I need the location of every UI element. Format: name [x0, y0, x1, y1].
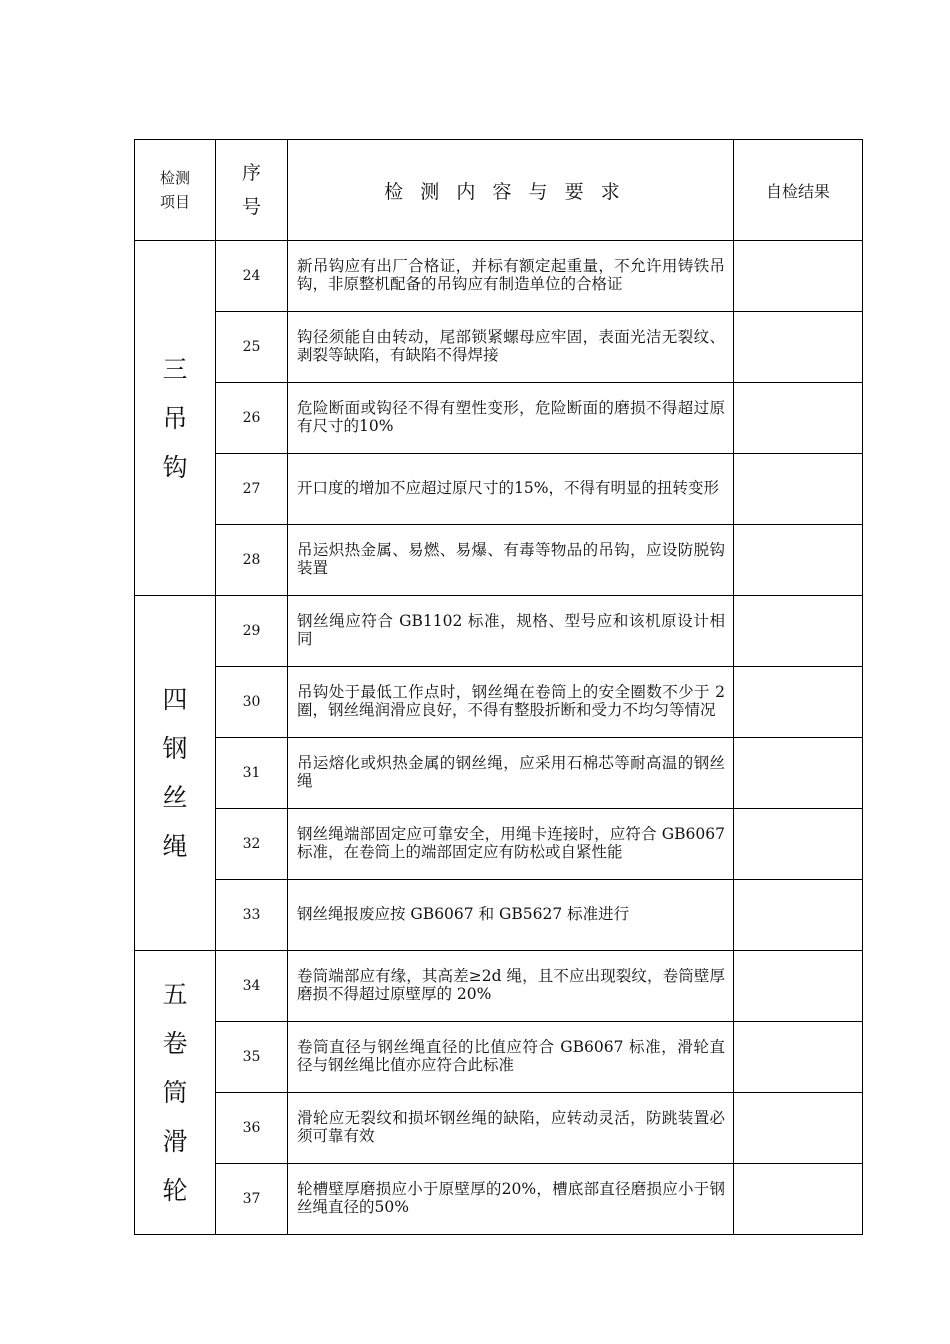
requirement-text: 新吊钩应有出厂合格证，并标有额定起重量，不允许用铸铁吊钩，非原整机配备的吊钩应有制造单位的合格证 [288, 241, 734, 312]
item-number: 34 [216, 951, 288, 1022]
header-result-cell: 自检结果 [734, 140, 863, 241]
requirement-text: 钢丝绳应符合 GB1102 标准，规格、型号应和该机原设计相同 [288, 596, 734, 667]
self-check-result-cell[interactable] [734, 1022, 863, 1093]
requirement-text: 钢丝绳报废应按 GB6067 和 GB5627 标准进行 [288, 880, 734, 951]
self-check-result-cell[interactable] [734, 1093, 863, 1164]
group-label-char: 筒 [162, 1078, 188, 1107]
self-check-result-cell[interactable] [734, 383, 863, 454]
header-row [135, 140, 863, 241]
item-number: 35 [216, 1022, 288, 1093]
group-label-char: 钩 [162, 452, 188, 482]
inspection-table [134, 139, 863, 1235]
self-check-result-cell[interactable] [734, 454, 863, 525]
table-row [135, 667, 863, 738]
header-item-line-1: 检测 [159, 169, 190, 187]
item-number: 25 [216, 312, 288, 383]
requirement-text: 开口度的增加不应超过原尺寸的15%，不得有明显的扭转变形 [288, 454, 734, 525]
requirement-text: 滑轮应无裂纹和损坏钢丝绳的缺陷，应转动灵活，防跳装置必须可靠有效 [288, 1093, 734, 1164]
table-row [135, 454, 863, 525]
group-label-char: 丝 [162, 783, 188, 812]
table-row [135, 809, 863, 880]
group-label-char: 绳 [162, 832, 188, 861]
header-seq-line-1: 序 [241, 162, 261, 184]
self-check-result-cell[interactable] [734, 525, 863, 596]
item-number: 26 [216, 383, 288, 454]
group-label-char: 五 [162, 980, 188, 1009]
self-check-result-cell[interactable] [734, 880, 863, 951]
group-drum-pulley-label [135, 951, 216, 1235]
header-seq-line-2: 号 [241, 196, 261, 218]
item-number: 30 [216, 667, 288, 738]
self-check-result-cell[interactable] [734, 1164, 863, 1235]
group-label-char: 四 [162, 685, 188, 714]
requirement-text: 轮槽壁厚磨损应小于原壁厚的20%，槽底部直径磨损应小于钢丝绳直径的50% [288, 1164, 734, 1235]
table-row [135, 738, 863, 809]
group-label-char: 滑 [162, 1127, 188, 1156]
table-row [135, 1022, 863, 1093]
table-row [135, 951, 863, 1022]
item-number: 36 [216, 1093, 288, 1164]
item-number: 37 [216, 1164, 288, 1235]
self-check-result-cell[interactable] [734, 667, 863, 738]
item-number: 32 [216, 809, 288, 880]
table-row [135, 241, 863, 312]
item-number: 29 [216, 596, 288, 667]
table-row [135, 1164, 863, 1235]
requirement-text: 钢丝绳端部固定应可靠安全，用绳卡连接时，应符合 GB6067 标准，在卷筒上的端部固定应有防松或自紧性能 [288, 809, 734, 880]
self-check-result-cell[interactable] [734, 241, 863, 312]
header-seq-cell [216, 140, 288, 241]
item-number: 24 [216, 241, 288, 312]
requirement-text: 钩径须能自由转动，尾部锁紧螺母应牢固，表面光洁无裂纹、剥裂等缺陷，有缺陷不得焊接 [288, 312, 734, 383]
self-check-result-cell[interactable] [734, 596, 863, 667]
group-label-char: 轮 [162, 1176, 188, 1205]
group-label-char: 卷 [162, 1029, 188, 1058]
item-number: 28 [216, 525, 288, 596]
item-number: 33 [216, 880, 288, 951]
table-row [135, 880, 863, 951]
requirement-text: 卷筒直径与钢丝绳直径的比值应符合 GB6067 标准，滑轮直径与钢丝绳比值亦应符合此标准 [288, 1022, 734, 1093]
self-check-result-cell[interactable] [734, 951, 863, 1022]
table-row [135, 525, 863, 596]
requirement-text: 吊钩处于最低工作点时，钢丝绳在卷筒上的安全圈数不少于 2 圈，钢丝绳润滑应良好，不得有整股折断和受力不均匀等情况 [288, 667, 734, 738]
group-label-char: 吊 [162, 403, 188, 433]
header-item-line-2: 项目 [159, 193, 190, 211]
requirement-text: 吊运熔化或炽热金属的钢丝绳，应采用石棉芯等耐高温的钢丝绳 [288, 738, 734, 809]
header-item-cell [135, 140, 216, 241]
self-check-result-cell[interactable] [734, 312, 863, 383]
item-number: 31 [216, 738, 288, 809]
table-row [135, 596, 863, 667]
group-hook-label [135, 241, 216, 596]
requirement-text: 卷筒端部应有缘，其高差≥2d 绳，且不应出现裂纹，卷筒壁厚磨损不得超过原壁厚的 20% [288, 951, 734, 1022]
item-number: 27 [216, 454, 288, 525]
group-label-char: 三 [162, 354, 188, 384]
header-content-cell: 检测内容与要求 [288, 140, 734, 241]
group-wire-rope-label [135, 596, 216, 951]
table-body [135, 241, 863, 1235]
requirement-text: 危险断面或钩径不得有塑性变形，危险断面的磨损不得超过原有尺寸的10% [288, 383, 734, 454]
self-check-result-cell[interactable] [734, 809, 863, 880]
group-label-char: 钢 [162, 734, 188, 763]
table-row [135, 312, 863, 383]
table-row [135, 1093, 863, 1164]
table-row [135, 383, 863, 454]
self-check-result-cell[interactable] [734, 738, 863, 809]
requirement-text: 吊运炽热金属、易燃、易爆、有毒等物品的吊钩，应设防脱钩装置 [288, 525, 734, 596]
